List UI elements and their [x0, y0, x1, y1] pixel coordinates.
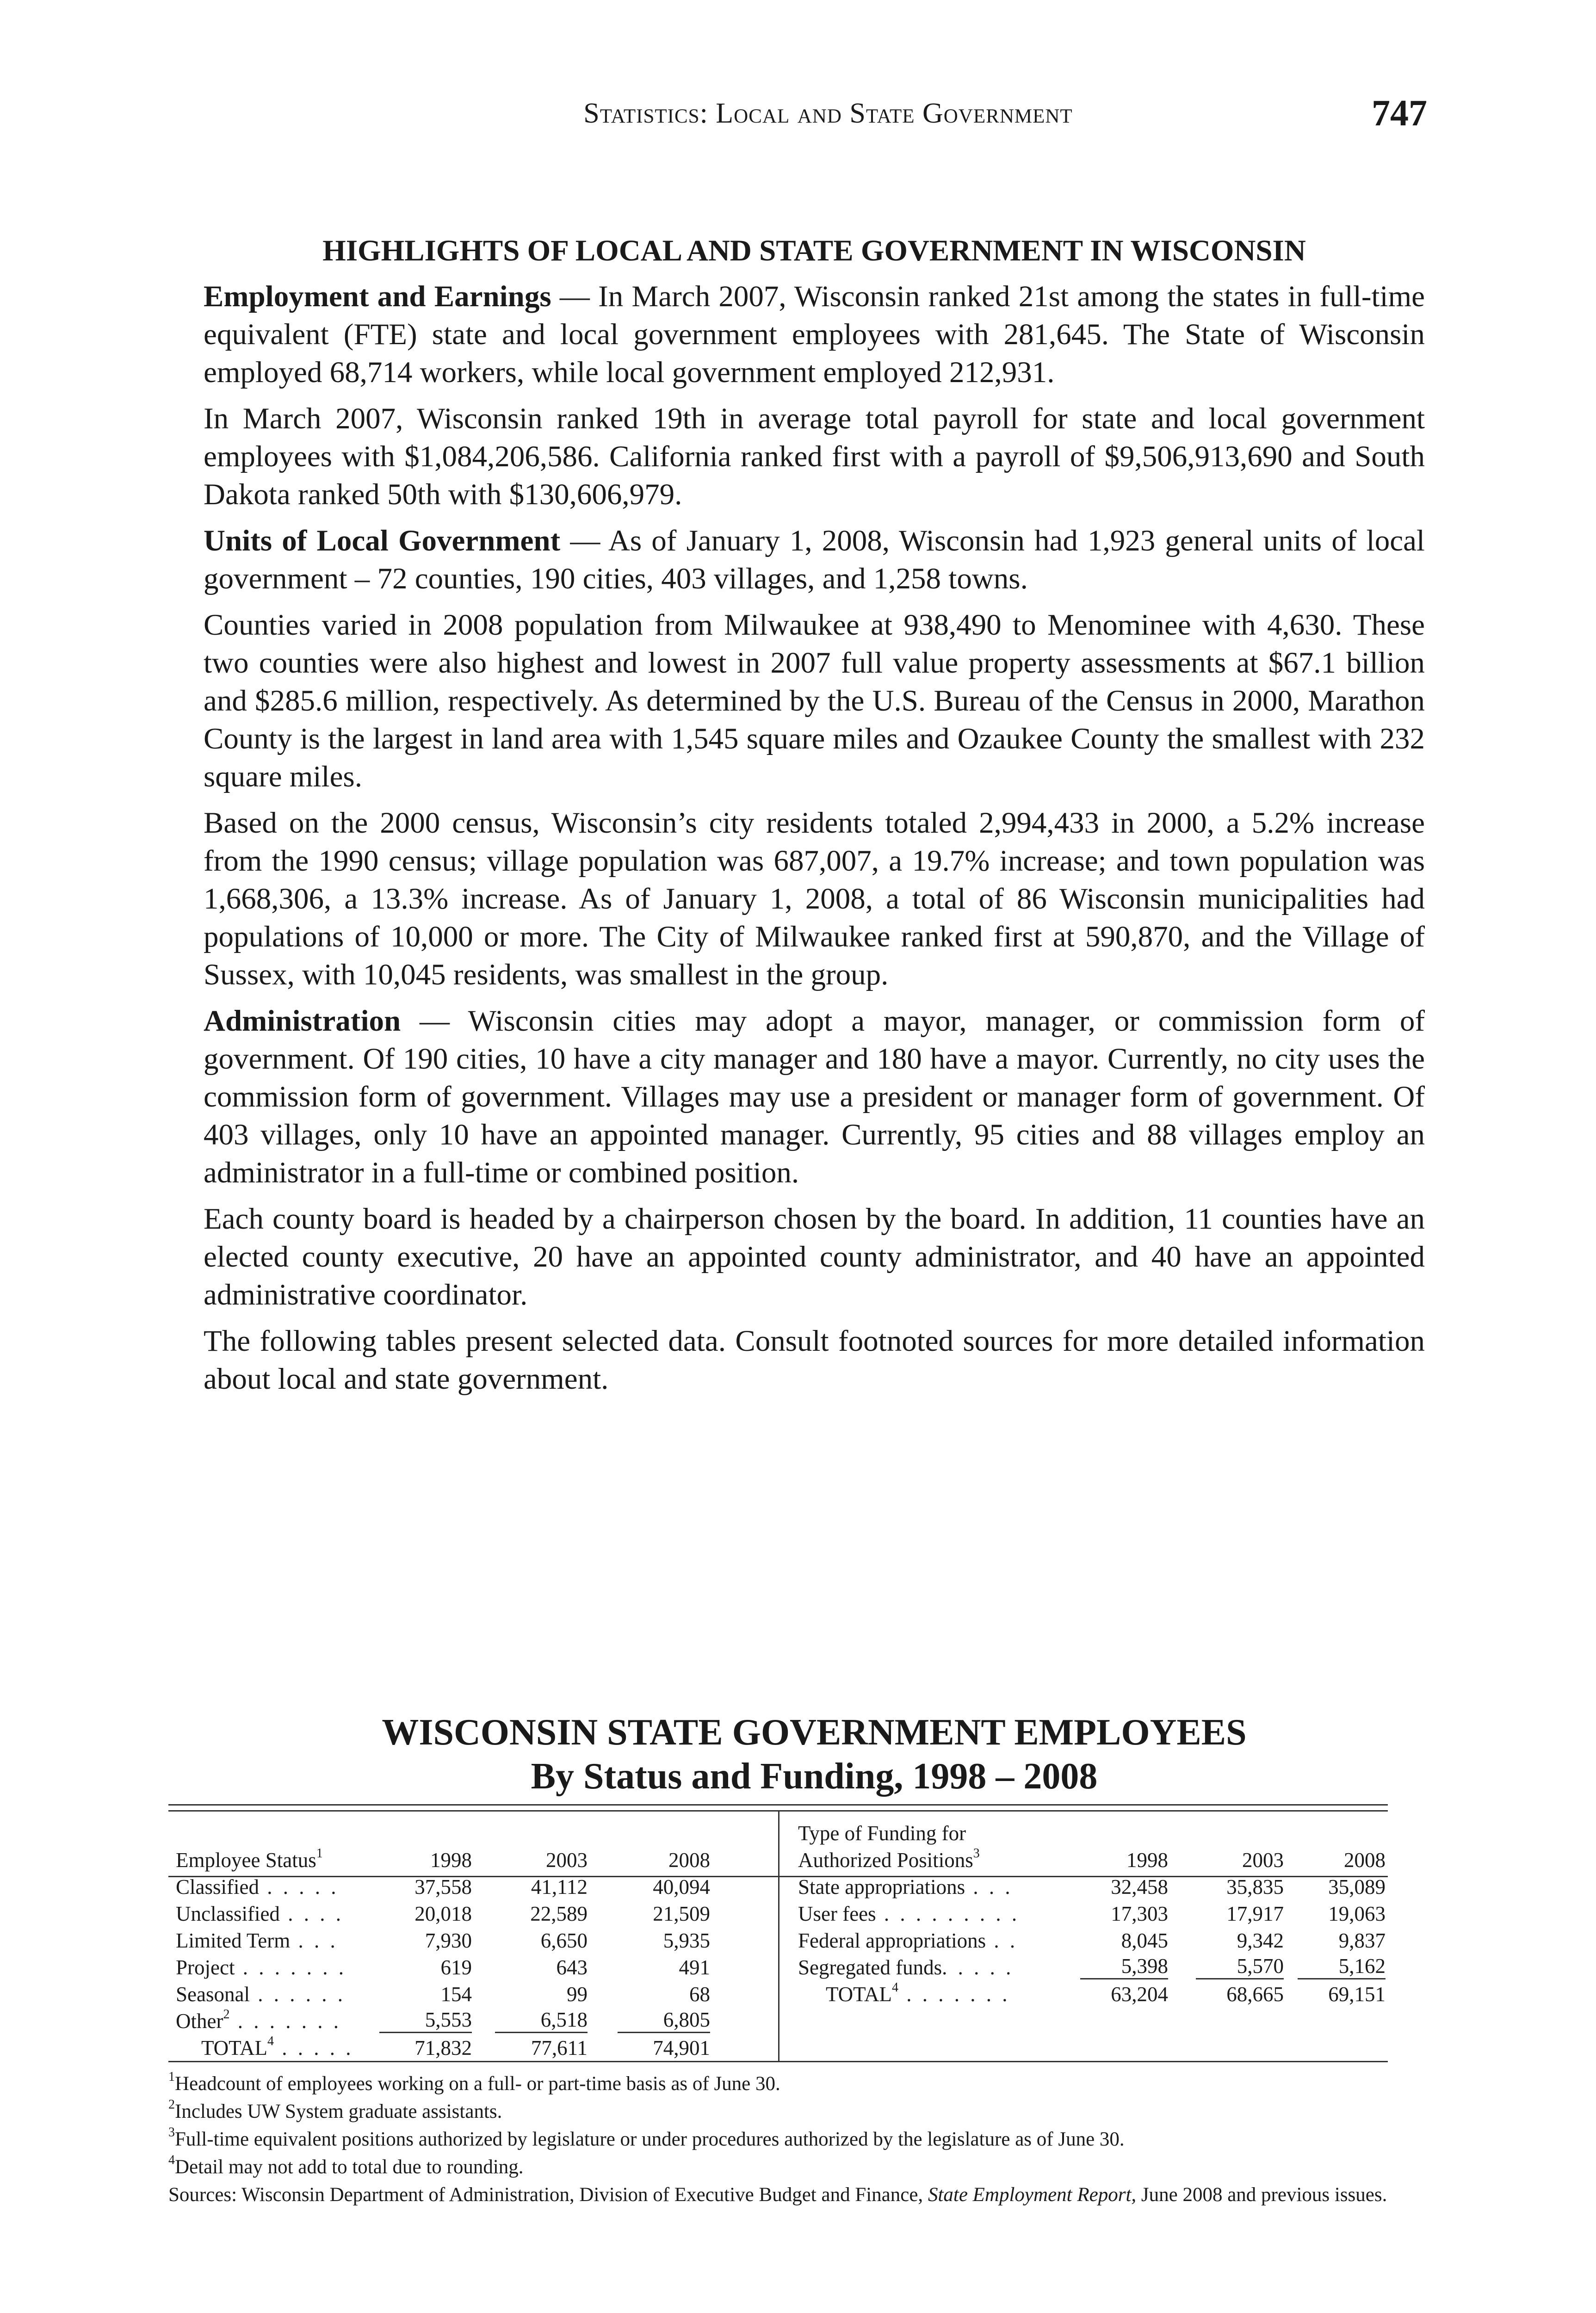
table-row — [798, 1954, 1388, 1981]
table-row — [798, 1874, 1388, 1900]
employee-status-table — [176, 1847, 773, 2061]
row-label: Federal appropriations . . — [798, 1929, 1018, 1952]
row-label: User fees . . . . . . . . . — [798, 1902, 1020, 1925]
footnote-2: $^2$Includes UW System graduate assistants. — [168, 2097, 502, 2122]
cell-1998: 5,553 — [379, 2008, 472, 2033]
row-label: Limited Term . . . — [176, 1929, 338, 1952]
table-row — [176, 1927, 773, 1954]
sources-note: Sources: Wisconsin Department of Administration, Division of Executive Budget and Finance, State Employment Report, June 2008 and previous issues. — [168, 2184, 1387, 2206]
cell-2003: 41,112 — [531, 1875, 588, 1899]
footnote-1: $^1$Headcount of employees working on a full- or part-time basis as of June 30. — [168, 2070, 780, 2095]
total-row — [798, 1981, 1388, 2008]
row-label: Segregated funds. . . . . — [798, 1956, 1014, 1979]
paragraph-payroll: In March 2007, Wisconsin ranked 19th in average total payroll for state and local government employees with $1,084,206,586. California ranked first with a payroll of $9,506,913,690 and South Dakota ranked 50th with $130,606,979. — [204, 402, 1425, 511]
cell-1998: 8,045 — [1121, 1929, 1168, 1952]
cell-2003: 5,570 — [1196, 1954, 1284, 1979]
row-label: Other$^2$ . . . . . . . — [176, 2007, 341, 2033]
cell-2008: 40,094 — [653, 1875, 710, 1899]
table-row — [798, 1927, 1388, 1954]
cell-2003: 77,611 — [531, 2036, 588, 2059]
cell-2008: 5,935 — [663, 1929, 710, 1952]
cell-2008: 9,837 — [1338, 1929, 1386, 1952]
cell-2008: 68 — [689, 1983, 710, 2006]
cell-1998: 154 — [440, 1983, 472, 2006]
column-header-1998: 1998 — [430, 1849, 472, 1872]
cell-2003: 9,342 — [1237, 1929, 1284, 1952]
cell-2003: 22,589 — [530, 1902, 588, 1925]
cell-1998: 619 — [440, 1956, 472, 1979]
total-row — [176, 2035, 773, 2061]
row-label: Seasonal . . . . . . — [176, 1983, 346, 2006]
paragraph-employment: Employment and Earnings — In March 2007, Wisconsin ranked 21st among the states in full-time equivalent (FTE) state and local government employees with 281,645. The State of Wisconsin employed 68,714 workers, while local government employed 212,931. — [204, 280, 1425, 389]
column-header-2003: 2003 — [1242, 1849, 1284, 1872]
cell-2003: 6,518 — [495, 2008, 588, 2033]
page-number: 747 — [1372, 93, 1427, 134]
cell-2008: 69,151 — [1328, 1983, 1386, 2006]
table-title: WISCONSIN STATE GOVERNMENT EMPLOYEES — [382, 1712, 1247, 1753]
cell-1998: 63,204 — [1111, 1983, 1168, 2006]
paragraph-county-board: Each county board is headed by a chairperson chosen by the board. In addition, 11 counties have an elected county executive, 20 have an appointed county administrator, and 40 have an appointed administrative coordinator. — [204, 1202, 1425, 1311]
report-title: State Employment Report, — [928, 2184, 1137, 2206]
paragraph-units: Units of Local Government — As of January 1, 2008, Wisconsin had 1,923 general units of local government – 72 counties, 190 cities, 403 villages, and 1,258 towns. — [204, 524, 1425, 595]
lead-employment: Employment and Earnings — [204, 280, 551, 313]
paragraph-tables-intro: The following tables present selected data. Consult footnoted sources for more detailed information about local and state government. — [204, 1324, 1425, 1396]
table-header-row — [798, 1847, 1388, 1874]
footnote-4: $^4$Detail may not add to total due to rounding. — [168, 2153, 524, 2178]
table-header-row — [798, 1820, 1388, 1847]
cell-2008: 21,509 — [653, 1902, 710, 1925]
cell-1998: 7,930 — [425, 1929, 472, 1952]
table-column-divider — [778, 1812, 779, 2061]
cell-1998: 5,398 — [1080, 1954, 1168, 1979]
table-row — [176, 1900, 773, 1927]
row-label: Classified . . . . . — [176, 1875, 339, 1899]
cell-2008: 6,805 — [618, 2008, 710, 2033]
cell-2008: 19,063 — [1328, 1902, 1386, 1925]
table-subtitle: By Status and Funding, 1998 – 2008 — [531, 1756, 1098, 1797]
table-top-rule — [168, 1804, 1388, 1812]
paragraph-census: Based on the 2000 census, Wisconsin’s city residents totaled 2,994,433 in 2000, a 5.2% increase from the 1990 census; village population was 687,007, a 19.7% increase; and town population was 1,668,306, a 13.3% increase. As of January 1, 2008, a total of 86 Wisconsin municipalities had populations of 10,000 or more. The City of Milwaukee ranked first at 590,870, and the Village of Sussex, with 10,045 residents, was smallest in the group. — [204, 806, 1425, 991]
cell-2008: 5,162 — [1298, 1954, 1386, 1979]
table-row — [176, 1954, 773, 1981]
paragraph-counties: Counties varied in 2008 population from Milwaukee at 938,490 to Menominee with 4,630. These two counties were also highest and lowest in 2007 full value property assessments at $67.1 billion and $285.6 million, respectively. As determined by the U.S. Bureau of the Census in 2000, Marathon County is the largest in land area with 1,545 square miles and Ozaukee County the smallest with 232 square miles. — [204, 608, 1425, 793]
column-header-1998: 1998 — [1126, 1849, 1168, 1872]
paragraph-administration: Administration — Wisconsin cities may adopt a mayor, manager, or commission form of government. Of 190 cities, 10 have a city manager and 180 have a mayor. Currently, no city uses the commission form of government. Villages may use a president or manager form of government. Of 403 villages, only 10 have an appointed manager. Currently, 95 cities and 88 villages employ an administrator in a full-time or combined position. — [204, 1004, 1425, 1189]
cell-1998: 71,832 — [414, 2036, 472, 2059]
table-row — [798, 1900, 1388, 1927]
cell-1998: 37,558 — [414, 1875, 472, 1899]
highlights-title: HIGHLIGHTS OF LOCAL AND STATE GOVERNMENT IN WISCONSIN — [322, 234, 1306, 267]
table-header-row — [176, 1847, 773, 1874]
column-header-2003: 2003 — [546, 1849, 588, 1872]
funding-table — [798, 1820, 1388, 2008]
column-header-funding-line1: Type of Funding for — [798, 1822, 966, 1845]
lead-units: Units of Local Government — [204, 524, 561, 557]
running-head: Statistics: Local and State Government — [583, 98, 1073, 129]
row-label: State appropriations . . . — [798, 1875, 1013, 1899]
column-header-2008: 2008 — [1344, 1849, 1386, 1872]
cell-2003: 35,835 — [1226, 1875, 1284, 1899]
table-row — [176, 1981, 773, 2008]
table-row — [176, 1874, 773, 1900]
column-header-2008: 2008 — [668, 1849, 710, 1872]
column-header-funding: Authorized Positions$^3$ — [798, 1846, 980, 1872]
highlights-body — [204, 278, 1425, 1406]
lead-administration: Administration — [204, 1004, 401, 1038]
column-header-employee-status: Employee Status$^1$ — [176, 1846, 323, 1872]
cell-2003: 17,917 — [1226, 1902, 1284, 1925]
cell-2003: 68,665 — [1226, 1983, 1284, 2006]
cell-1998: 32,458 — [1111, 1875, 1168, 1899]
cell-2003: 6,650 — [540, 1929, 588, 1952]
cell-2003: 99 — [567, 1983, 588, 2006]
cell-1998: 17,303 — [1111, 1902, 1168, 1925]
footnote-3: $^3$Full-time equivalent positions authorized by legislature or under procedures authorized by the legislature as of June 30. — [168, 2125, 1125, 2150]
row-label: Project . . . . . . . — [176, 1956, 346, 1979]
footnotes — [168, 2070, 1417, 2209]
table-row — [176, 2008, 773, 2035]
cell-1998: 20,018 — [414, 1902, 472, 1925]
cell-2008: 35,089 — [1328, 1875, 1386, 1899]
cell-2008: 74,901 — [653, 2036, 710, 2059]
row-label: Unclassified . . . . — [176, 1902, 344, 1925]
cell-2008: 491 — [679, 1956, 710, 1979]
cell-2003: 643 — [556, 1956, 588, 1979]
row-label: TOTAL$^4$ . . . . . . . — [826, 1980, 1010, 2006]
row-label: TOTAL$^4$ . . . . . — [201, 2034, 354, 2059]
